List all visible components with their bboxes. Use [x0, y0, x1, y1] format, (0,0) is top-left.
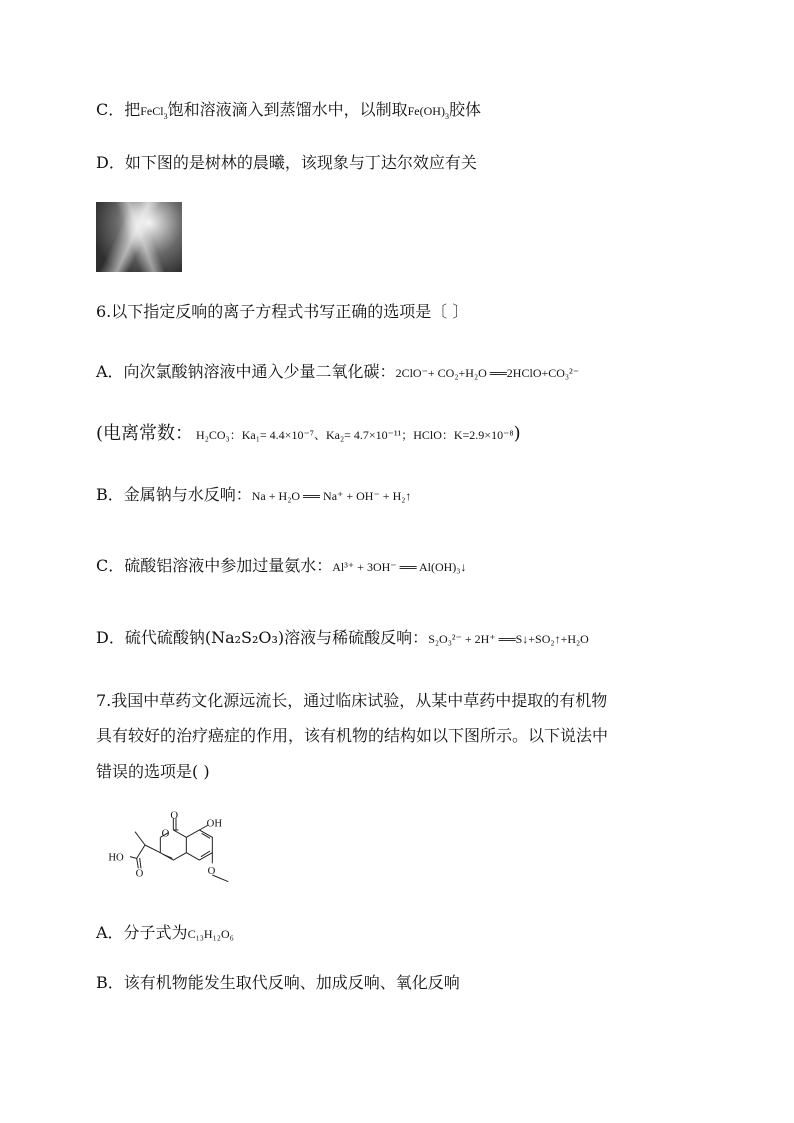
q6-option-a — [96, 362, 579, 383]
q6-option-b — [96, 485, 411, 506]
q7-stem-line: 具有较好的治疗癌症的作用，该有机物的结构如以下图所示。以下说法中 — [96, 726, 609, 745]
text: D．硫代硫酸钠(Na₂S₂O₃)溶液与稀硫酸反响： — [96, 628, 429, 647]
text: 胶体 — [448, 100, 481, 119]
q5-option-d: D．如下图的是树林的晨曦，该现象与丁达尔效应有关 — [96, 153, 477, 172]
atom-label: O — [135, 868, 144, 880]
formula: C₁₃H₁₂O₆ — [187, 927, 234, 941]
chemical-structure — [95, 810, 255, 890]
q6-option-d — [96, 628, 589, 649]
equation: 2ClO⁻+ CO₂+H₂O ══2HClO+CO₃²⁻ — [395, 366, 580, 380]
q6-stem: 6.以下指定反响的离子方程式书写正确的选项是〔 〕 — [96, 302, 469, 321]
equation: Na + H₂O ══ Na⁺ + OH⁻ + H₂↑ — [251, 489, 412, 503]
atom-label: HO — [108, 852, 124, 864]
text: A．分子式为 — [96, 923, 188, 942]
formula: FeCl — [140, 104, 164, 118]
atom-label: O — [207, 866, 216, 877]
text: C．把 — [96, 100, 141, 119]
text: ) — [513, 423, 521, 444]
text: C．硫酸铝溶液中参加过量氨水： — [96, 556, 333, 575]
q7-stem-line: 7.我国中草药文化源远流长，通过临床试验，从某中草药中提取的有机物 — [96, 691, 608, 710]
equation: H₂CO₃：Ka₁= 4.4×10⁻⁷、Ka₂= 4.7×10⁻¹¹；HClO：K=2.9×10⁻⁸ — [193, 428, 514, 442]
atom-label: O — [170, 810, 179, 822]
q6-note — [96, 424, 521, 445]
q7-stem-line: 错误的选项是( ) — [96, 762, 210, 781]
text: 饱和溶液滴入到蒸馏水中，以制取 — [167, 100, 408, 119]
atom-label: O — [161, 828, 170, 840]
text: A．向次氯酸钠溶液中通入少量二氧化碳： — [96, 362, 396, 381]
equation: Al³⁺ + 3OH⁻ ══ Al(OH)₃↓ — [332, 560, 467, 574]
forest-sunbeam-photo — [96, 202, 182, 272]
subscript: 3 — [163, 112, 168, 122]
equation: S₂O₃²⁻ + 2H⁺ ══S↓+SO₂↑+H₂O — [428, 632, 589, 646]
atom-label: OH — [206, 818, 223, 830]
text: B．金属钠与水反响： — [96, 485, 252, 504]
q7-option-b: B．该有机物能发生取代反响、加成反响、氧化反响 — [96, 973, 460, 992]
text: (电离常数： — [96, 423, 194, 444]
formula: Fe(OH) — [407, 104, 445, 118]
q5-option-c — [96, 100, 481, 127]
q6-option-c — [96, 556, 466, 577]
q7-option-a — [96, 923, 234, 944]
subscript: 3 — [444, 112, 449, 122]
